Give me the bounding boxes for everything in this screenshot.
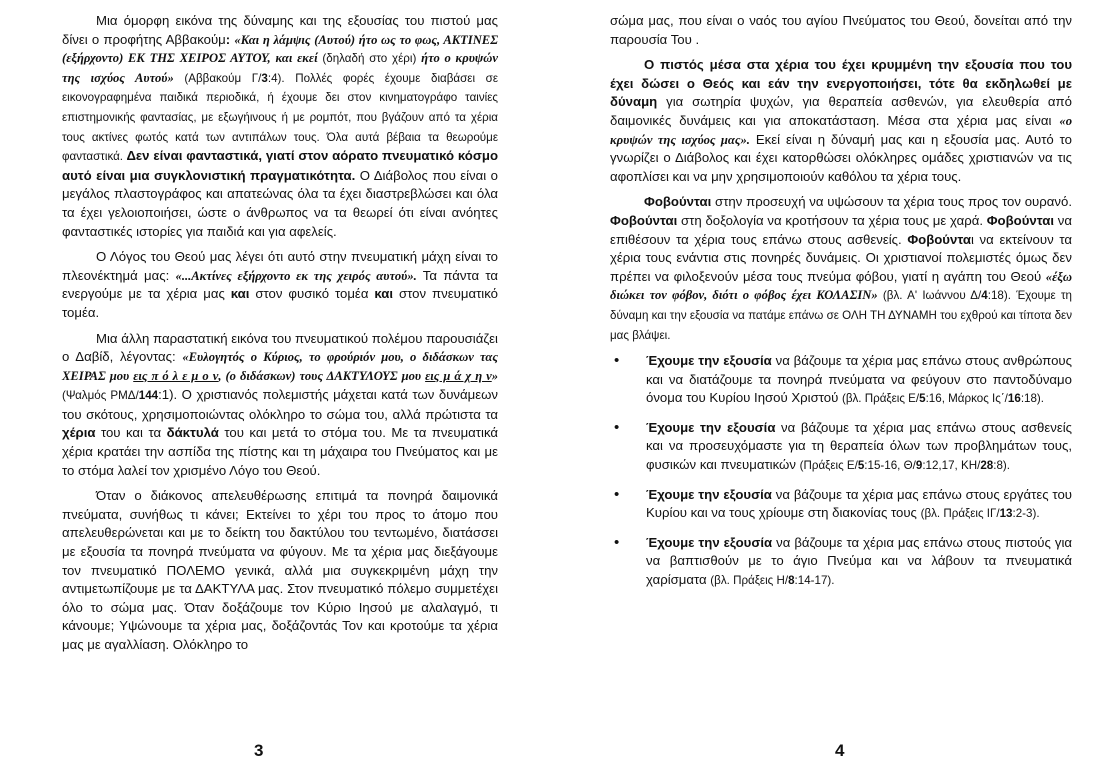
authority-list [610,352,1072,591]
page-3-text [62,12,498,655]
bullet-icon: • [614,418,620,436]
bullet-icon: • [614,352,620,370]
page-4-text [610,12,1072,591]
list-item: • Έχουμε την εξουσία να βάζουμε τα χέρια μας επάνω στους εργάτες του Κυρίου και να τους χρίουμε στη διακονίας τους (βλ. Πράξεις ΙΓ/13:2-3). [614,485,1072,521]
paragraph: Μια άλλη παραστατική εικόνα του πνευματικού πολέμου παρουσιάζει ο Δαβίδ, λέγοντας: «Ευλογητός ο Κύριος, το φρούριόν μου, ο διδάσκων τας ΧΕΙΡΑΣ μου εις π ό λ ε μ ο ν, (ο διδάσκων) τους ΔΑΚΤΥΛΟΥΣ μου εις μ ά χ η ν» (Ψαλμός ΡΜΔ/144:1). Ο χριστιανός πολεμιστής μάχεται κατά των δυνάμεων του σκότους, χρησιμοποιώντας ολόκληρο το σώμα του, αλλά πρώτιστα τα χέρια του και τα δάκτυλά του και μετά το στόμα του. Με τα πνευματικά χέρια κρατάει την ασπίδα της πίστης και τη μάχαιρα του Πνεύματος και με το στόμα λαλεί τον χρισμένο Λόγο του Θεού. [62,330,499,478]
page-4 [610,12,1072,762]
paragraph: Ο Λόγος του Θεού μας λέγει ότι αυτό στην πνευματική μάχη είναι το πλεονέκτημά μας: «...Ακτίνες εξήρχοντο εκ της χειρός αυτού». Τα πάντα τα ενεργούμε με τα χέρια μας και στον φυσικό τομέα και στον πνευματικό τομέα. [62,249,498,320]
paragraph: σώμα μας, που είναι ο ναός του αγίου Πνεύματος του Θεού, δονείται από την παρουσία Του . [610,13,1072,47]
page-number: 4 [835,741,845,760]
bullet-icon: • [614,485,620,503]
paragraph: Όταν ο διάκονος απελευθέρωσης επιτιμά τα πονηρά δαιμονικά πνεύματα, συνήθως τι κάνει; Εκτείνει το χέρι του προς το άτομο που απελευθερώνεται και με το δείκτη του δακτύλου του τεντωμένο, διατάσσει με εξουσία τα πονηρά πνεύματα να φύγουν. Με τα χέρια μας διεξάγουμε τον πνευματικό ΠΟΛΕΜΟ γενικά, αλλά μια συγκεκριμένη μάχη την αντιμετωπίζουμε με τα ΔΑΚΤΥΛΑ μας. Στον πνευματικό πόλεμο συμμετέχει όλο το σώμα μας. Όταν δοξάζουμε τον Κύριο Ιησού με αλαλαγμό, τι κάνουμε; Υψώνουμε τα χέρια μας, δοξάζοντάς Τον και κροτούμε τα χέρια μας με αγαλλίαση. Ολόκληρο το [62,488,498,652]
page-number: 3 [254,741,264,760]
paragraph: Ο πιστός μέσα στα χέρια του έχει κρυμμένη την εξουσία που του έχει δώσει ο Θεός και εάν την ενεργοποιήσει, τότε θα εκδηλωθεί με δύναμη για σωτηρία ψυχών, για θεραπεία ασθενών, για ελευθερία από δαιμονικές δυνάμεις και για αποκατάσταση. Μέσα στα χέρια μας είναι «ο κρυψών της ισχύος μας». Εκεί είναι η δύναμή μας και η εξουσία μας. Αυτό το γνωρίζει ο Διάβολος και έχει κατορθώσει ολόκληρες ομάδες χριστιανών να τις αφοπλίσει και να μην χρησιμοποιούν καθόλου τα χέρια τους. [610,57,1073,184]
list-item: • Έχουμε την εξουσία να βάζουμε τα χέρια μας επάνω στους ανθρώπους και να διατάζουμε τα πονηρά πνεύματα να φεύγουν στο παντοδύναμο όνομα του Κυρίου Ιησού Χριστού (βλ. Πράξεις Ε/5:16, Μάρκος Ις΄/16:18). [614,352,1072,406]
bullet-icon: • [614,533,620,551]
list-item: • Έχουμε την εξουσία να βάζουμε τα χέρια μας επάνω στους πιστούς για να βαπτισθούν με το άγιο Πνεύμα και να λάβουν τα πνευματικά χαρίσματα (βλ. Πράξεις Η/8:14-17). [614,533,1073,588]
page-3 [62,12,498,762]
paragraph: Μια όμορφη εικόνα της δύναμης και της εξουσίας του πιστού μας δίνει ο προφήτης Αββακούμ: «Και η λάμψις (Αυτού) ήτο ως το φως, ΑΚΤΙΝΕΣ (εξήρχοντο) ΕΚ ΤΗΣ ΧΕΙΡΟΣ ΑΥΤΟΥ, και εκεί (δηλαδή στο χέρι) ήτο ο κρυψών της ισχύος Αυτού» (Αββακούμ Γ/3:4). Πολλές φορές έχουμε διαβάσει σε εικονογραφημένα παιδικά περιοδικά, ή έχουμε δει στον κινηματογράφο ταινίες επιστημονικής φαντασίας, με εξωγήινους ή με ρομπότ, που βγάζουν από τα χέρια τους ακτίνες φωτός κατά των αντιπάλων τους. Όλα αυτά βέβαια τα θεωρούμε φανταστικά. Δεν είναι φανταστικά, γιατί στον αόρατο πνευματικό κόσμο αυτό είναι μια συγκλονιστική πραγματικότητα. Ο Διάβολος που είναι ο μεγάλος πλαστογράφος και απατεώνας όλα τα έχει διαστρεβλώσει και όλα τα έχει γελοιοποιήσει, ώστε ο άνθρωπος να τα θεωρεί ότι είναι ανόητες φανταστικές ιστορίες για παιδιά και για αφελείς. [62,13,499,239]
paragraph: Φοβούνται στην προσευχή να υψώσουν τα χέρια τους προς τον ουρανό. Φοβούνται στη δοξολογία να κροτήσουν τα χέρια τους με χαρά. Φοβούνται να επιθέσουν τα χέρια τους επάνω στους ασθενείς. Φοβούνται να εκτείνουν τα χέρια τους ενάντια στις πονηρές δυνάμεις. Οι χριστιανοί πολεμιστές όμως δεν πρέπει να φιλοξενούν μέσα τους πνεύμα φόβου, γιατί η αγάπη του Θεού «έξω διώκει τον φόβον, διότι ο φόβος έχει ΚΟΛΑΣΙΝ» (βλ. Α' Ιωάννου Δ/4:18). Έχουμε τη δύναμη και την εξουσία να πατάμε επάνω σε ΟΛΗ ΤΗ ΔΥΝΑΜΗ του εχθρού και τίποτα δεν μας βλάψει. [610,194,1073,342]
list-item: • Έχουμε την εξουσία να βάζουμε τα χέρια μας επάνω στους ασθενείς και να προσευχόμαστε για τη θεραπεία όλων των προβλημάτων τους, φυσικών και πνευματικών (Πράξεις Ε/5:15-16, Θ/9:12,17, ΚΗ/28:8). [614,418,1072,473]
